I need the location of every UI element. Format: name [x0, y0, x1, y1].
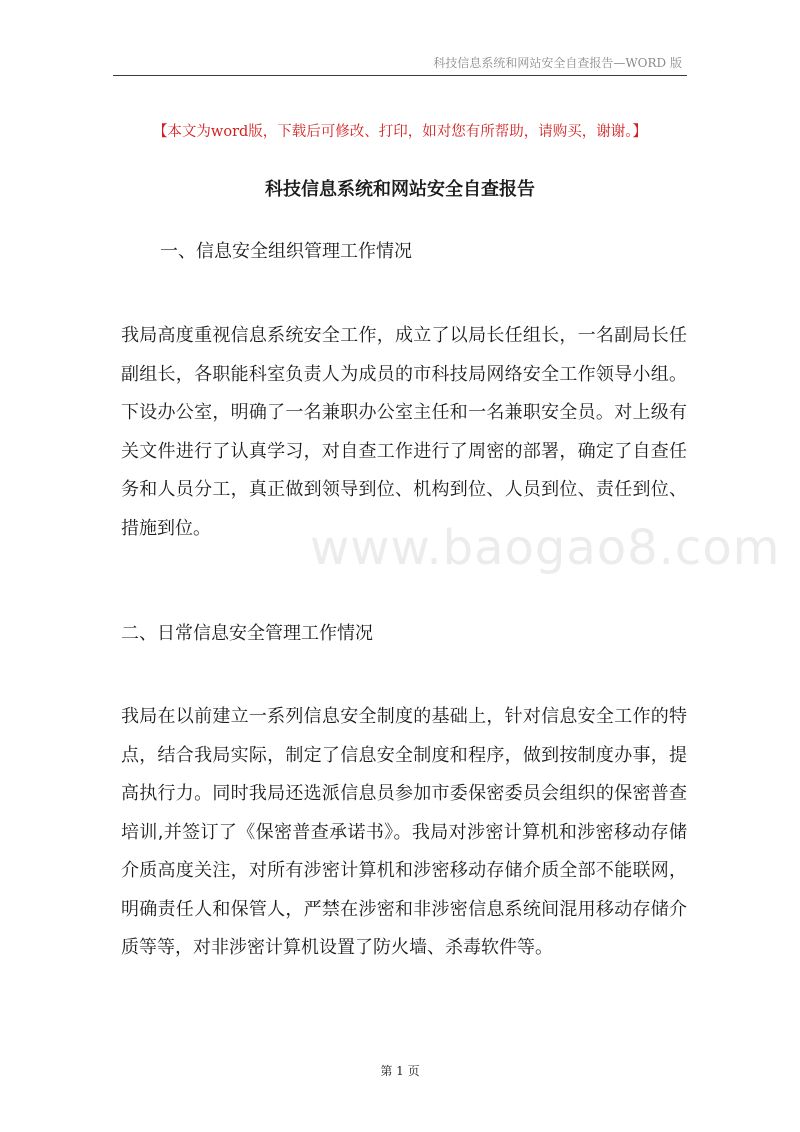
page-number: 第 1 页 — [380, 1064, 420, 1078]
section-body-1: 我局高度重视信息系统安全工作，成立了以局长任组长，一名副局长任副组长，各职能科室负责人为成员的市科技局网络安全工作领导小组。下设办公室，明确了一名兼职办公室主任和一名兼职安全员。对上级有关文件进行了认真学习，对自查工作进行了周密的部署，确定了自查任务和人员分工，真正做到领导到位、机构到位、人员到位、责任到位、措施到位。 — [121, 325, 687, 539]
section-body-2: 我局在以前建立一系列信息安全制度的基础上，针对信息安全工作的特点，结合我局实际，制定了信息安全制度和程序，做到按制度办事，提高执行力。同时我局还选派信息员参加市委保密委员会组织的保密普查培训,并签订了《保密普查承诺书》。我局对涉密计算机和涉密移动存储介质高度关注，对所有涉密计算机和涉密移动存储介质全部不能联网，明确责任人和保管人，严禁在涉密和非涉密信息系统间混用移动存储介质等等，对非涉密计算机设置了防火墙、杀毒软件等。 — [121, 706, 687, 958]
section-heading-2: 二、日常信息安全管理工作情况 — [121, 623, 373, 644]
running-header: 科技信息系统和网站安全自查报告—WORD 版 — [433, 56, 682, 70]
download-notice: 【本文为word版，下载后可修改、打印，如对您有所帮助，请购买，谢谢。】 — [152, 124, 648, 140]
section-heading-1: 一、信息安全组织管理工作情况 — [160, 241, 412, 262]
document-title: 科技信息系统和网站安全自查报告 — [265, 179, 535, 200]
header-divider — [113, 75, 687, 76]
watermark: www.baogao8.com — [310, 520, 781, 576]
